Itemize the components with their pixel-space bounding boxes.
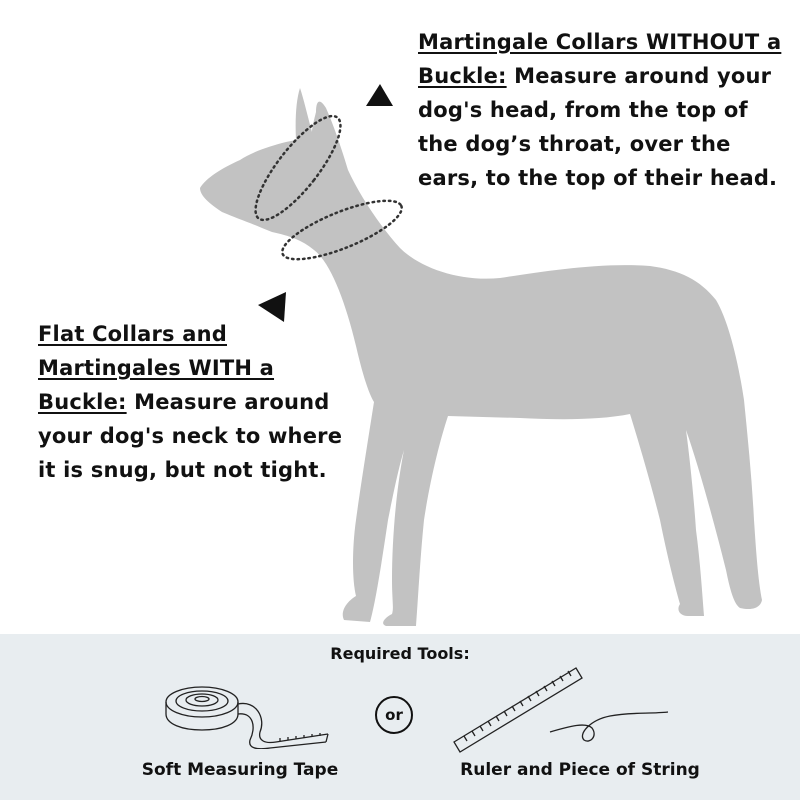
arrow-triangle-icon [366, 84, 393, 106]
callout-martingale-without-buckle [418, 25, 788, 195]
callout-flat-collar-with-buckle [38, 317, 358, 487]
or-badge: or [375, 696, 413, 734]
tape-label: Soft Measuring Tape [141, 760, 339, 780]
string-icon [550, 712, 668, 741]
tools-title: Required Tools: [330, 644, 470, 663]
callout-body: Measure around your dog's head, from the top of the dog’s throat, over the ears, to the top of their head. [418, 64, 778, 190]
required-tools-panel [0, 634, 800, 800]
callout-body: Measure around your dog's neck to where it is snug, but not tight. [38, 390, 343, 482]
ruler-icon [450, 664, 680, 759]
measuring-tape-icon [160, 674, 330, 749]
callout-heading: Martingale Collars WITHOUT a Buckle: [418, 30, 782, 88]
callout-heading: Flat Collars and Martingales WITH a Buckle: [38, 322, 275, 414]
ruler-label: Ruler and Piece of String [460, 760, 700, 780]
